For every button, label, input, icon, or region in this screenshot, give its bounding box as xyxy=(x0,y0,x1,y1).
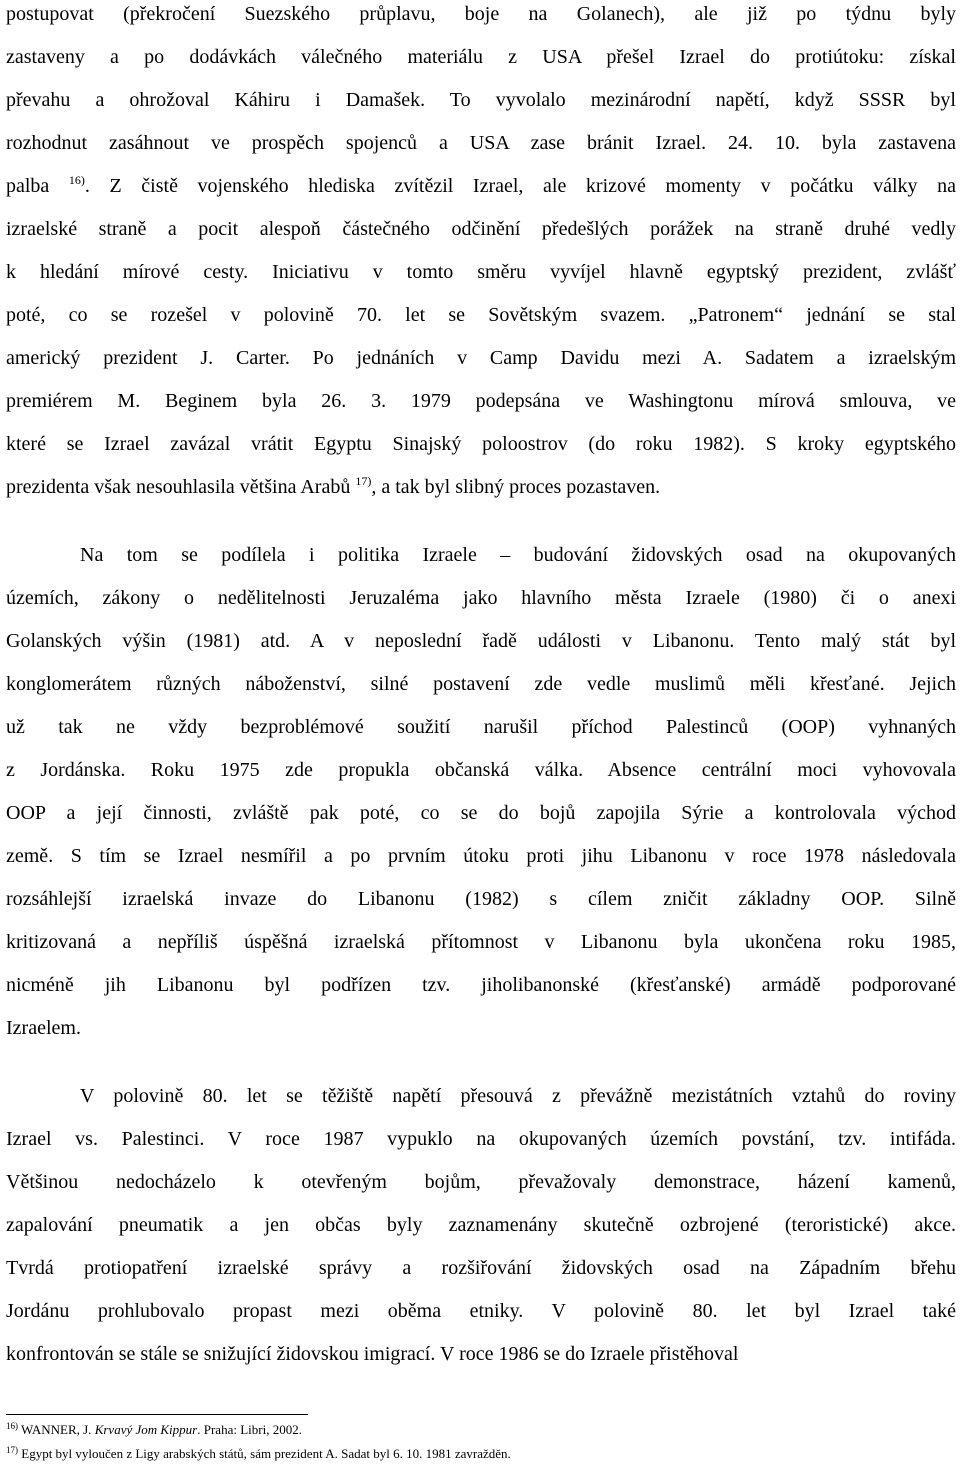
footnote-title: Krvavý Jom Kippur xyxy=(94,1422,198,1437)
text-line: nicméně jih Libanonu byl podřízen tzv. jiholibanonské (křesťanské) armádě podporované xyxy=(6,974,956,996)
text-line: zastaveny a po dodávkách válečného materiálu z USA přešel Izrael do protiútoku: získal xyxy=(6,46,956,68)
text-line: izraelské straně a pocit alespoň částečného odčinění předešlých porážek na straně druhé vedly xyxy=(6,218,956,240)
footnote-number: 17) xyxy=(6,1445,18,1455)
footnote: $^{17)}$ Egypt byl vyloučen z Ligy arabských států, sám prezident A. Sadat byl 6. 10. 1981 zavražděn. xyxy=(6,1445,511,1461)
text-line: rozsáhlejší izraelská invaze do Libanonu (1982) s cílem zničit základny OOP. Silně xyxy=(6,888,956,910)
text-line: konfrontován se stále se snižující židovskou imigrací. V roce 1986 se do Izraele přistěhoval xyxy=(6,1343,739,1365)
text-line: zapalování pneumatik a jen občas byly zaznamenány skutečně ozbrojené (teroristické) akce. xyxy=(6,1214,956,1236)
text-line: už tak ne vždy bezproblémové soužití narušil příchod Palestinců (OOP) vyhnaných xyxy=(6,716,956,738)
text-line: které se Izrael zavázal vrátit Egyptu Sinajský poloostrov (do roku 1982). S kroky egyptského xyxy=(6,433,956,455)
text-line: OOP a její činnosti, zvláště pak poté, co se do bojů zapojila Sýrie a kontrolovala východ xyxy=(6,802,956,824)
text-line: z Jordánska. Roku 1975 zde propukla občanská válka. Absence centrální moci vyhovovala xyxy=(6,759,956,781)
text-line: V polovině 80. let se těžiště napětí přesouvá z převážně mezistátních vztahů do roviny xyxy=(80,1085,956,1107)
text-line: americký prezident J. Carter. Po jednáních v Camp Davidu mezi A. Sadatem a izraelským xyxy=(6,347,956,369)
footnote-number: 16) xyxy=(6,1421,18,1431)
text-line: Izraelem. xyxy=(6,1017,81,1039)
text-line: Většinou nedocházelo k otevřeným bojům, převažovaly demonstrace, házení kamenů, xyxy=(6,1171,956,1193)
text-line: kritizovaná a nepříliš úspěšná izraelská přítomnost v Libanonu byla ukončena roku 1985, xyxy=(6,931,956,953)
text-line: územích, zákony o nedělitelnosti Jeruzaléma jako hlavního města Izraele (1980) či o anexi xyxy=(6,587,956,609)
text-line: země. S tím se Izrael nesmířil a po prvním útoku proti jihu Libanonu v roce 1978 následovala xyxy=(6,845,956,867)
text-line: Izrael vs. Palestinci. V roce 1987 vypuklo na okupovaných územích povstání, tzv. intifáda. xyxy=(6,1128,956,1150)
footnote: $^{16)}$ WANNER, J. Krvavý Jom Kippur. Praha: Libri, 2002. xyxy=(6,1421,302,1437)
footnote-reference[interactable]: 16) xyxy=(68,173,85,187)
footnote-reference[interactable]: 17) xyxy=(355,474,372,488)
footnote-separator xyxy=(6,1414,308,1415)
text-line: premiérem M. Beginem byla 26. 3. 1979 podepsána ve Washingtonu mírová smlouva, ve xyxy=(6,390,956,412)
text-line: prezidenta však nesouhlasila většina Arabů $^{17)}$, a tak byl slibný proces pozastaven. xyxy=(6,474,661,498)
text-line: Jordánu prohlubovalo propast mezi oběma etniky. V polovině 80. let byl Izrael také xyxy=(6,1300,956,1322)
text-line: poté, co se rozešel v polovině 70. let se Sovětským svazem. „Patronem“ jednání se stal xyxy=(6,304,956,326)
text-line: Na tom se podílela i politika Izraele – budování židovských osad na okupovaných xyxy=(80,544,956,566)
text-line: Golanských výšin (1981) atd. A v neposlední řadě události v Libanonu. Tento malý stát byl xyxy=(6,630,956,652)
text-line: rozhodnut zasáhnout ve prospěch spojenců a USA zase bránit Izrael. 24. 10. byla zastavena xyxy=(6,132,956,154)
text-line: převahu a ohrožoval Káhiru i Damašek. To vyvolalo mezinárodní napětí, když SSSR byl xyxy=(6,89,956,111)
text-line: Tvrdá protiopatření izraelské správy a rozšiřování židovských osad na Západním břehu xyxy=(6,1257,956,1279)
text-line: k hledání mírové cesty. Iniciativu v tomto směru vyvíjel hlavně egyptský prezident, zvlášť xyxy=(6,261,956,283)
text-line: postupovat (překročení Suezského průplavu, boje na Golanech), ale již po týdnu byly xyxy=(6,3,956,25)
text-line: palba $^{16)}$. Z čistě vojenského hlediska zvítězil Izrael, ale krizové momenty v počátku války na xyxy=(6,173,956,197)
text-line: konglomerátem různých náboženství, silné postavení zde vedle muslimů měli křesťané. Jejich xyxy=(6,673,956,695)
